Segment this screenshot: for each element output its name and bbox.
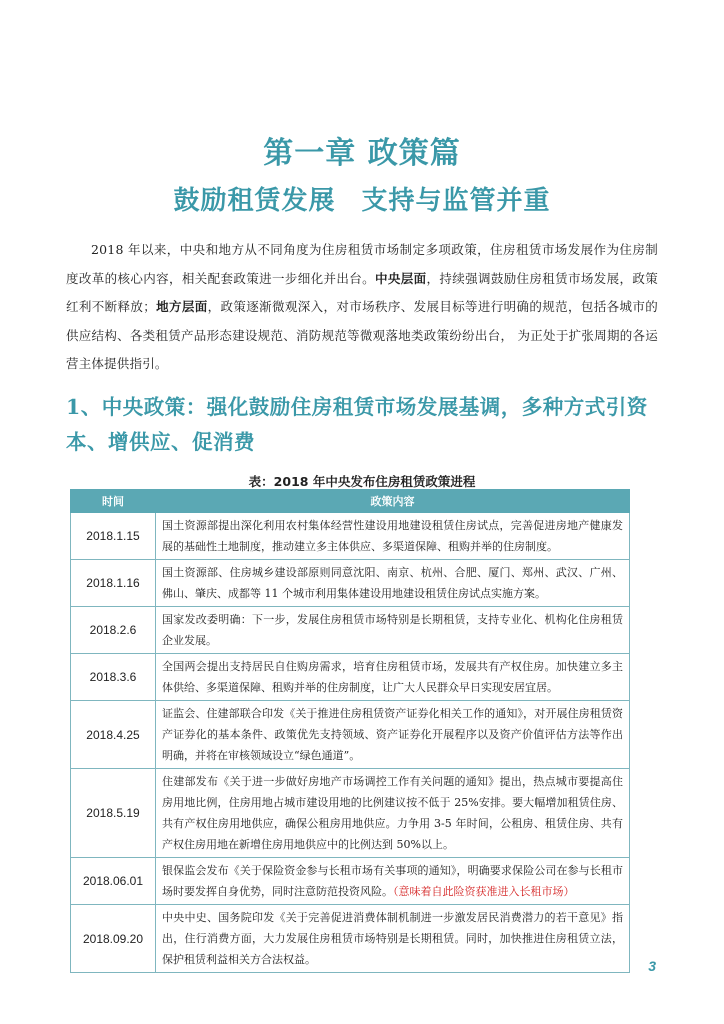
table-row xyxy=(71,607,630,654)
row-content xyxy=(156,858,630,905)
intro-text-1: 2018 年以来，中央和地方从不同角度为住房租赁市场制定多项政策，住房租赁市场发展作为住房制度改革的核心内容，相关配套政策进一步细化并出台。 xyxy=(66,242,658,286)
policy-table xyxy=(70,489,630,973)
row-content: 住建部发布《关于进一步做好房地产市场调控工作有关问题的通知》提出，热点城市要提高住房用地比例，住房用地占城市建设用地的比例建议按不低于 25%安排。要大幅增加租赁住房、共有产权住房用地供应，确保公租房用地供应。力争用 3-5 年时间，公租房、租赁住房、共有产权住房用地在新增住房用地供应中的比例达到 50%以上。 xyxy=(156,769,630,858)
row-content: 中央中史、国务院印发《关于完善促进消费体制机制进一步激发居民消费潜力的若干意见》指出，住行消费方面，大力发展住房租赁市场特别是长期租赁。同时，加快推进住房租赁立法，保护租赁利益相关方合法权益。 xyxy=(156,905,630,973)
row-content: 证监会、住建部联合印发《关于推进住房租赁资产证券化相关工作的通知》，对开展住房租赁资产证券化的基本条件、政策优先支持领域、资产证券化开展程序以及资产价值评估方法等作出明确，并将在审核领域设立“绿色通道”。 xyxy=(156,701,630,769)
table-caption: 表：2018 年中央发布住房租赁政策进程 xyxy=(248,474,476,489)
chapter-subtitle-part1: 鼓励租赁发展 xyxy=(173,186,336,216)
row-date: 2018.4.25 xyxy=(71,701,156,769)
header-content: 政策内容 xyxy=(156,490,630,513)
section-heading: 1、中央政策：强化鼓励住房租赁市场发展基调，多种方式引资本、增供应、促消费 xyxy=(66,395,648,454)
intro-paragraph xyxy=(66,236,658,379)
row-date: 2018.1.15 xyxy=(71,513,156,560)
intro-text-2: ，持续强调鼓励住房租赁市场发展，政策红利不断释放； xyxy=(66,270,658,314)
chapter-subtitle xyxy=(0,180,724,217)
table-row xyxy=(71,905,630,973)
intro-text-3: ，政策逐渐微观深入，对市场秩序、发展目标等进行明确的规范，包括各城市的供应结构、各类租赁产品形态建设规范、消防规范等微观落地类政策纷纷出台， 为正处于扩张周期的各运营主体提供指引。 xyxy=(66,299,658,371)
table-header-row xyxy=(71,490,630,513)
row-date: 2018.3.6 xyxy=(71,654,156,701)
table-row xyxy=(71,560,630,607)
page-number: 3 xyxy=(648,958,656,974)
intro-bold-local: 地方层面 xyxy=(155,299,208,314)
row-content-note: （意味着自此险资获准进入长租市场） xyxy=(393,885,575,898)
row-date: 2018.5.19 xyxy=(71,769,156,858)
chapter-subtitle-part2: 支持与监管并重 xyxy=(361,186,551,216)
row-date: 2018.1.16 xyxy=(71,560,156,607)
header-time: 时间 xyxy=(71,490,156,513)
row-content: 国家发改委明确：下一步，发展住房租赁市场特别是长期租赁，支持专业化、机构化住房租赁企业发展。 xyxy=(156,607,630,654)
table-row xyxy=(71,513,630,560)
row-content: 国土资源部提出深化利用农村集体经营性建设用地建设租赁住房试点，完善促进房地产健康发展的基础性土地制度，推动建立多主体供应、多渠道保障、租购并举的住房制度。 xyxy=(156,513,630,560)
row-date: 2018.09.20 xyxy=(71,905,156,973)
table-row xyxy=(71,701,630,769)
table-row xyxy=(71,769,630,858)
intro-bold-central: 中央层面 xyxy=(374,270,427,286)
table-row xyxy=(71,858,630,905)
row-content: 国土资源部、住房城乡建设部原则同意沈阳、南京、杭州、合肥、厦门、郑州、武汉、广州、佛山、肇庆、成都等 11 个城市利用集体建设用地建设租赁住房试点实施方案。 xyxy=(156,560,630,607)
row-content: 全国两会提出支持居民自住购房需求，培育住房租赁市场，发展共有产权住房。加快建立多主体供给、多渠道保障、租购并举的住房制度，让广大人民群众早日实现安居宜居。 xyxy=(156,654,630,701)
row-date: 2018.2.6 xyxy=(71,607,156,654)
chapter-title: 第一章 政策篇 xyxy=(263,136,461,171)
row-content-text: 银保监会发布《关于保险资金参与长租市场有关事项的通知》，明确要求保险公司在参与长租市场时要发挥自身优势，同时注意防范投资风险。 xyxy=(162,864,623,898)
table-row xyxy=(71,654,630,701)
row-date: 2018.06.01 xyxy=(71,858,156,905)
